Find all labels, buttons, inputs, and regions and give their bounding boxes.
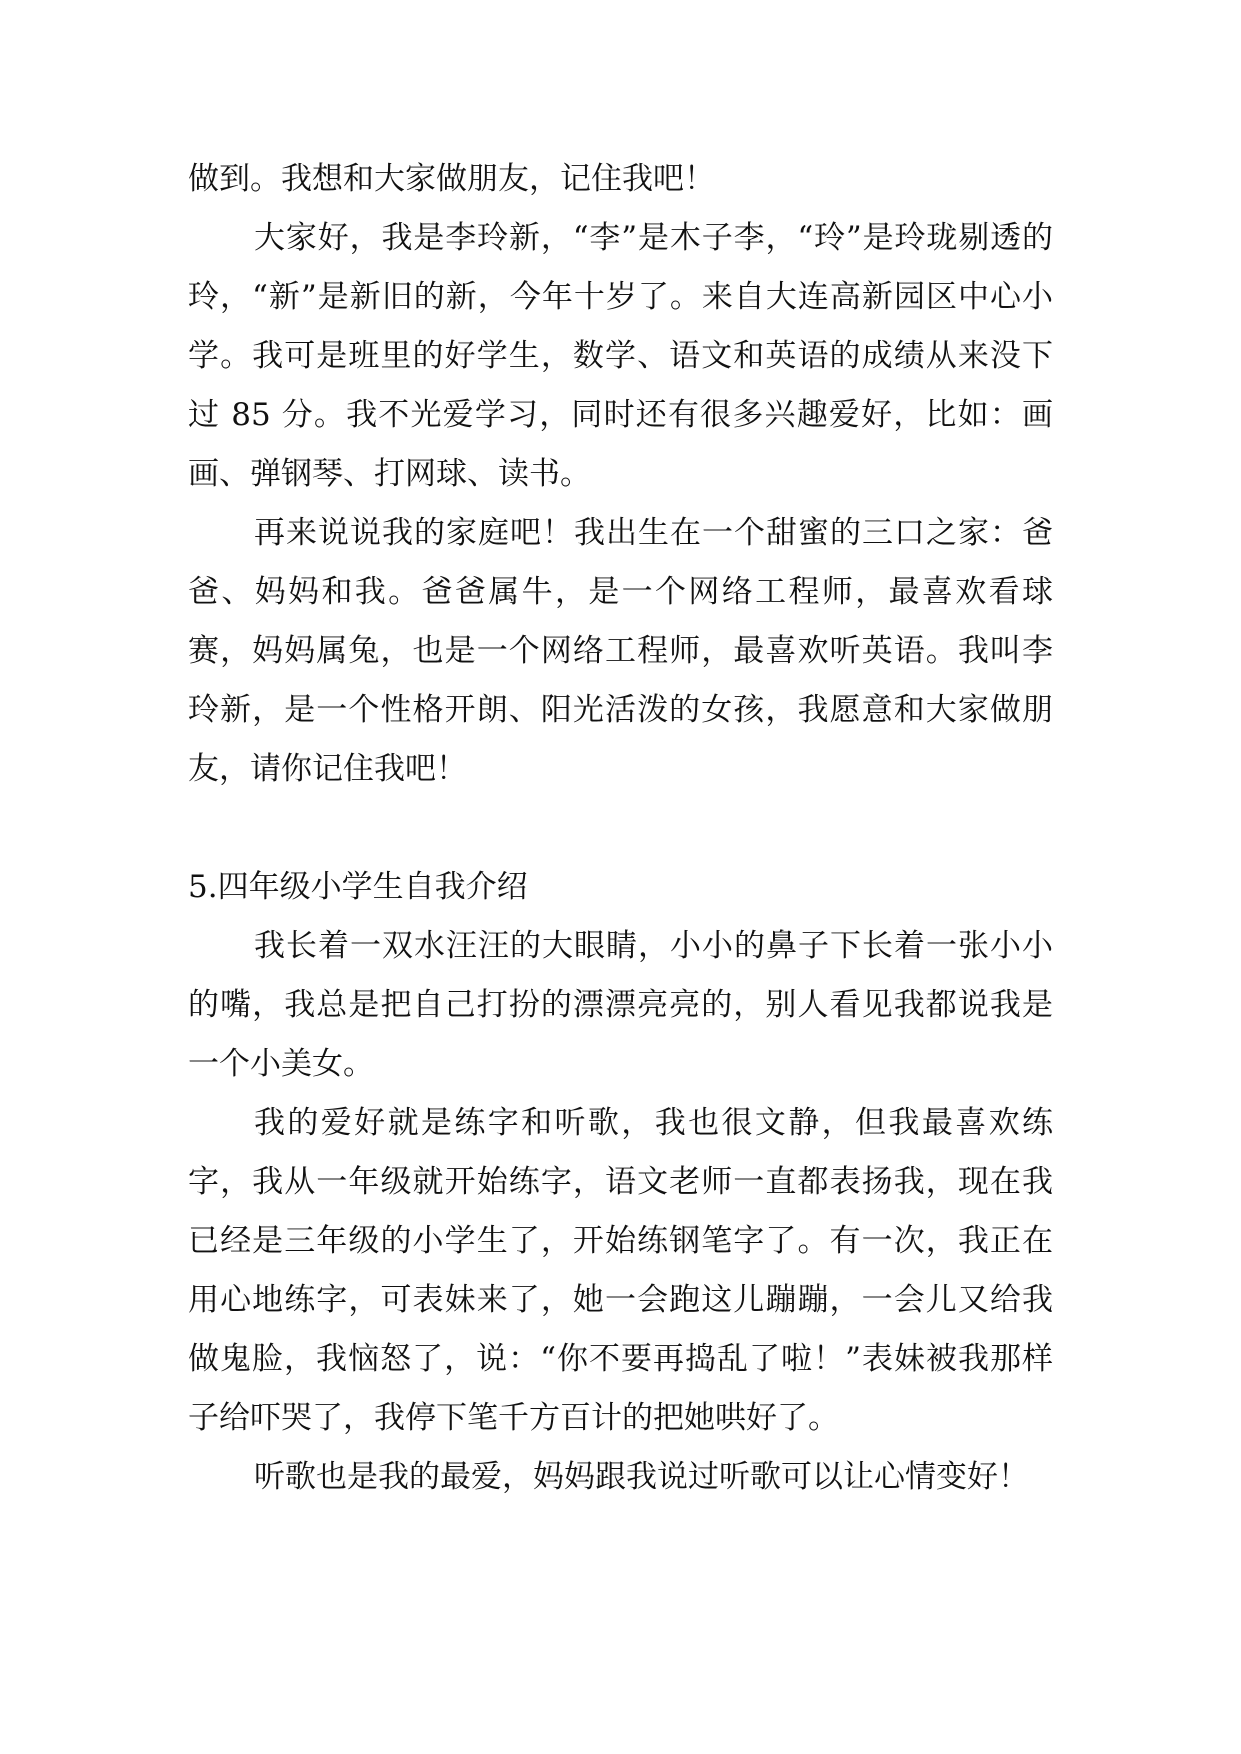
paragraph-self-intro: 大家好，我是李玲新，“李”是木子李，“玲”是玲珑剔透的玲，“新”是新旧的新，今年十岁了。来自大连高新园区中心小学。我可是班里的好学生，数学、语文和英语的成绩从来没下过 85 分。我不光爱学习，同时还有很多兴趣爱好，比如：画画、弹钢琴、打网球、读书。	[188, 220, 1053, 492]
section-heading: 5.四年级小学生自我介绍	[188, 869, 528, 905]
paragraph-appearance: 我长着一双水汪汪的大眼睛，小小的鼻子下长着一张小小的嘴，我总是把自己打扮的漂漂亮亮的，别人看见我都说我是一个小美女。	[188, 928, 1053, 1082]
paragraph-family: 再来说说我的家庭吧！我出生在一个甜蜜的三口之家：爸爸、妈妈和我。爸爸属牛，是一个网络工程师，最喜欢看球赛，妈妈属兔，也是一个网络工程师，最喜欢听英语。我叫李玲新，是一个性格开朗、阳光活泼的女孩，我愿意和大家做朋友，请你记住我吧！	[188, 515, 1053, 787]
document-body	[188, 150, 1053, 1507]
paragraph-continuation: 做到。我想和大家做朋友，记住我吧！	[188, 161, 715, 197]
paragraph-music: 听歌也是我的最爱，妈妈跟我说过听歌可以让心情变好！	[254, 1459, 1029, 1495]
paragraph-hobbies: 我的爱好就是练字和听歌，我也很文静，但我最喜欢练字，我从一年级就开始练字，语文老师一直都表扬我，现在我已经是三年级的小学生了，开始练钢笔字了。有一次，我正在用心地练字，可表妹来了，她一会跑这儿蹦蹦，一会儿又给我做鬼脸，我恼怒了，说：“你不要再捣乱了啦！”表妹被我那样子给吓哭了，我停下笔千方百计的把她哄好了。	[188, 1105, 1053, 1436]
